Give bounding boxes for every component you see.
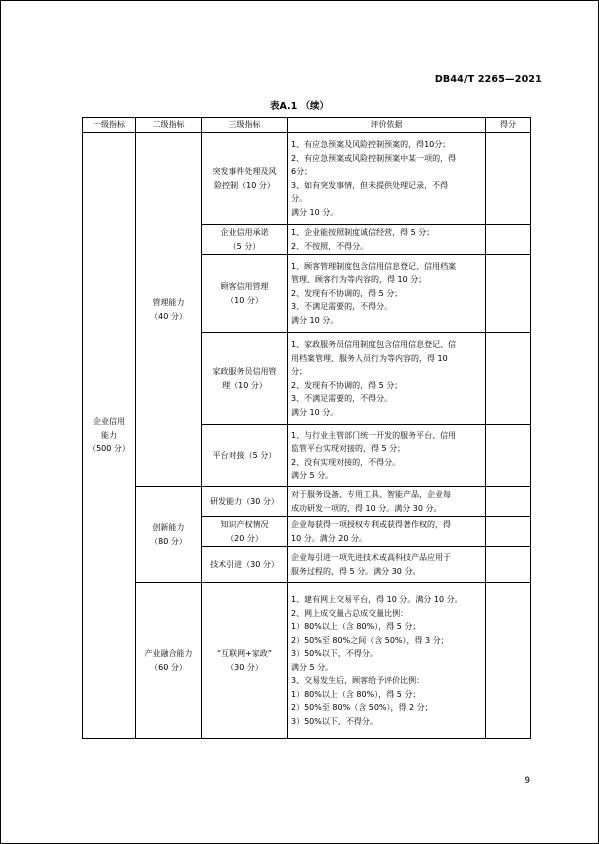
- cell-line: 产业融合能力: [144, 649, 193, 658]
- cell-line: 管理能力: [152, 298, 185, 307]
- cell-line: 管理、顾客行为等内容的，得 10 分；: [291, 275, 427, 285]
- cell-line: 成功研发一项的，得 10 分。满分 30 分。: [291, 503, 442, 513]
- cell-line: 用档案管理、服务人员行为等内容的，得 10: [291, 353, 448, 363]
- cell-line: （40 分）: [150, 311, 187, 321]
- cell-line: 1）80%以上（含 80%），得 5 分；: [291, 689, 421, 699]
- cell-line: 顾客信用管理: [220, 282, 269, 291]
- cell-line: 3）50%以下，不得分。: [291, 716, 378, 726]
- cell-line: 突发事件处理及风: [212, 167, 277, 176]
- cell-line: 2、发现有不协调的，得 5 分；: [291, 288, 403, 298]
- criteria-cell: [288, 517, 486, 547]
- cell-line: （500 分）: [88, 444, 130, 454]
- score-cell: [486, 425, 531, 487]
- score-cell: [486, 255, 531, 333]
- cell-line: 创新能力: [152, 523, 185, 532]
- cell-line: 监管平台实现对接的，得 5 分；: [291, 444, 406, 453]
- cell-line: 2）50%至 80%（含 50%），得 2 分；: [291, 703, 433, 712]
- cell-line: 1、家政服务员信用制度包含信用信息登记、信: [291, 340, 457, 349]
- cell-line: 分；: [291, 367, 307, 376]
- level2-indicator-cell: [136, 487, 202, 583]
- score-cell: [486, 133, 531, 225]
- level2-indicator-cell: [136, 133, 202, 487]
- cell-line: 3）50%以下，不得分。: [291, 649, 378, 658]
- cell-line: 3、不满足需要的，不得分。: [291, 394, 393, 403]
- table-title: 表A.1 （续）: [269, 101, 330, 112]
- cell-line: 2、不按照，不得分。: [291, 241, 369, 251]
- criteria-cell: [288, 583, 486, 739]
- score-cell: [486, 487, 531, 517]
- cell-line: 3、交易发生后，顾客给予评价比例：: [291, 676, 425, 685]
- cell-line: 满分 5 分。: [291, 471, 334, 480]
- level3-indicator-cell: [202, 425, 288, 487]
- score-cell: [486, 225, 531, 255]
- cell-line: 2、发现有不协调的，得 5 分；: [291, 380, 403, 390]
- level3-indicator-cell: [202, 583, 288, 739]
- evaluation-table: [82, 117, 531, 739]
- cell-line: 1、与行业主管部门统一开发的服务平台、信用: [291, 430, 457, 440]
- criteria-cell: [288, 255, 486, 333]
- score-cell: [486, 547, 531, 583]
- cell-line: 满分 10 分。: [291, 407, 339, 417]
- cell-line: 家政服务员信用管: [212, 367, 277, 376]
- cell-line: 知识产权情况: [220, 520, 269, 529]
- table-row: [83, 487, 531, 517]
- cell-line: 研发能力（30 分）: [210, 496, 279, 506]
- cell-line: 满分 10 分。: [291, 207, 339, 217]
- level2-indicator-cell: [136, 583, 202, 739]
- column-header-criteria: 评价依据: [288, 118, 486, 133]
- cell-line: 3、如有突发事情，但未提供处理记录，不得: [291, 180, 449, 190]
- document-code: DB44/T 2265—2021: [434, 74, 542, 85]
- cell-line: 10 分。满分 20 分。: [291, 533, 367, 543]
- score-cell: [486, 583, 531, 739]
- cell-line: 能力: [101, 430, 117, 440]
- cell-line: 满分 10 分。: [291, 315, 339, 325]
- cell-line: 1、顾客管理制度包含信用信息登记、信用档案: [291, 261, 457, 271]
- cell-line: （80 分）: [150, 536, 187, 546]
- column-header-score: 得分: [486, 118, 531, 133]
- level3-indicator-cell: [202, 333, 288, 425]
- table-header-row: [83, 118, 531, 133]
- cell-line: 1）80%以上（含 80%），得 5 分；: [291, 622, 421, 631]
- column-header-level2: 二级指标: [136, 118, 202, 133]
- cell-line: 1、企业能按照制度诚信经营，得 5 分；: [291, 228, 435, 237]
- cell-line: 2、网上成交量占总成交量比例：: [291, 608, 409, 618]
- cell-line: （30 分）: [226, 662, 263, 672]
- cell-line: 2）50%至 80%之间（含 50%），得 3 分；: [291, 635, 449, 645]
- column-header-level1: 一级指标: [83, 118, 136, 133]
- criteria-cell: [288, 225, 486, 255]
- cell-line: 3、不满足需要的，不得分。: [291, 302, 393, 312]
- cell-line: （20 分）: [226, 533, 263, 543]
- level3-indicator-cell: [202, 517, 288, 547]
- cell-line: 1、建有网上交易平台，得 10 分。满分 10 分。: [291, 595, 463, 604]
- cell-line: 企业信用承诺: [220, 228, 269, 237]
- cell-line: 6分；: [291, 167, 313, 176]
- cell-line: 企业每获得一项授权专利或获得著作权的，得: [291, 520, 451, 529]
- criteria-cell: [288, 547, 486, 583]
- score-cell: [486, 517, 531, 547]
- score-cell: [486, 333, 531, 425]
- cell-line: 2、有应急预案或风险控制预案中某一项的，得: [291, 153, 457, 163]
- cell-line: （60 分）: [150, 662, 187, 672]
- cell-line: 对于服务设备、专用工具、智能产品，企业每: [291, 490, 451, 499]
- cell-line: 分。: [291, 194, 307, 203]
- table-row: [83, 133, 531, 225]
- level3-indicator-cell: [202, 133, 288, 225]
- cell-line: 满分 5 分。: [291, 662, 334, 672]
- page-number: 9: [524, 776, 530, 786]
- table-row: [83, 583, 531, 739]
- column-header-level3: 三级指标: [202, 118, 288, 133]
- cell-line: 服务过程的，得 5 分。满分 30 分。: [291, 566, 421, 576]
- criteria-cell: [288, 487, 486, 517]
- level3-indicator-cell: [202, 547, 288, 583]
- level1-indicator-cell: [83, 133, 136, 739]
- cell-line: （5 分）: [228, 241, 261, 251]
- criteria-cell: [288, 333, 486, 425]
- cell-line: 企业每引进一项先进技术或高科技产品应用于: [291, 553, 451, 562]
- cell-line: 理（10 分）: [222, 380, 267, 390]
- cell-line: （10 分）: [226, 295, 263, 305]
- level3-indicator-cell: [202, 487, 288, 517]
- cell-line: 险控制（10 分）: [214, 180, 275, 190]
- cell-line: “互联网+家政”: [217, 649, 272, 658]
- cell-line: 2、没有实现对接的，不得分。: [291, 457, 401, 467]
- level3-indicator-cell: [202, 255, 288, 333]
- level3-indicator-cell: [202, 225, 288, 255]
- criteria-cell: [288, 425, 486, 487]
- cell-line: 技术引进（30 分）: [210, 559, 279, 569]
- cell-line: 1、有应急预案及风险控制预案的，得10分；: [291, 140, 451, 149]
- cell-line: 平台对接（5 分）: [212, 450, 277, 460]
- cell-line: 企业信用: [93, 417, 125, 427]
- criteria-cell: [288, 133, 486, 225]
